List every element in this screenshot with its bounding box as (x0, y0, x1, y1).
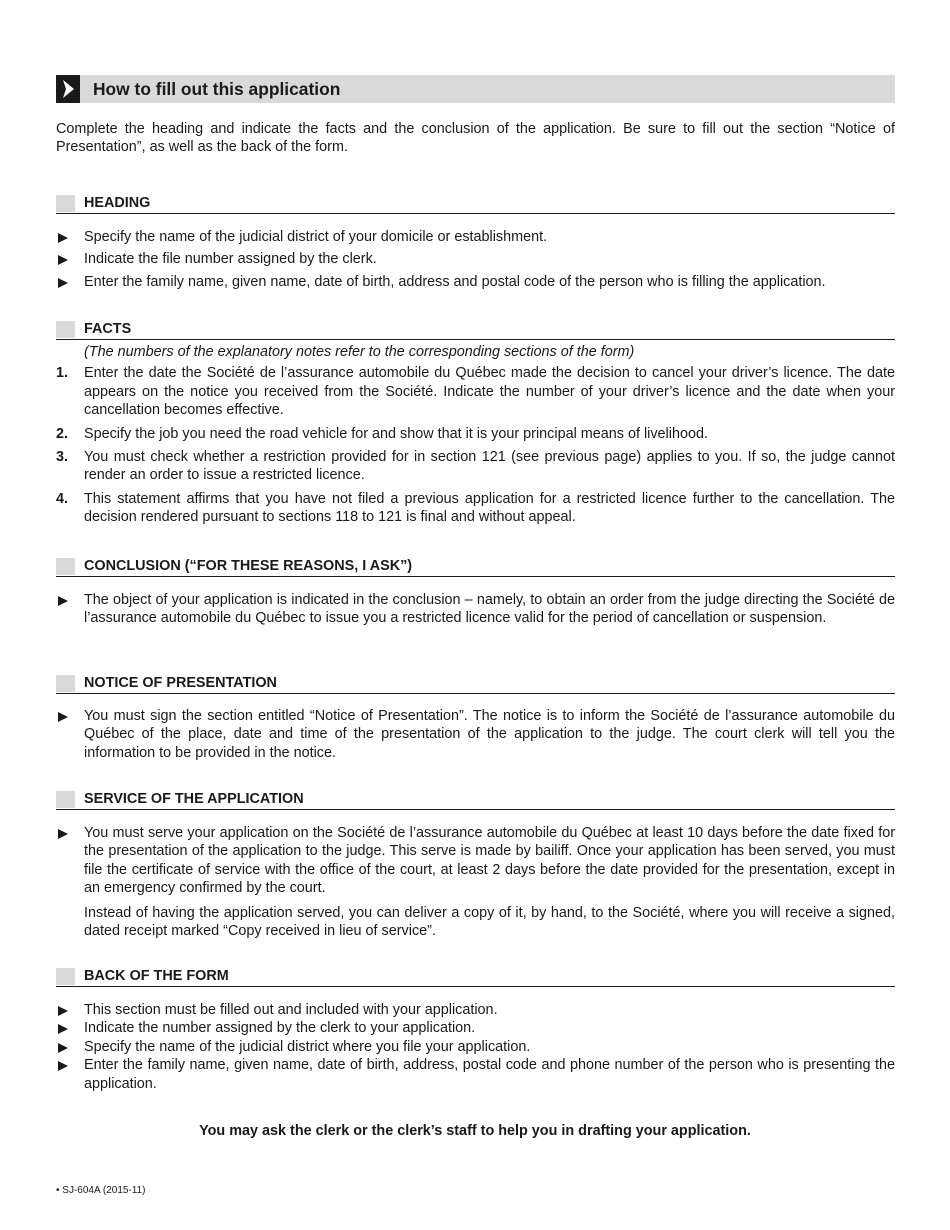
list-item: 2. Specify the job you need the road vehicle for and show that it is your principal means of livelihood. (56, 425, 708, 442)
section-heading (56, 193, 895, 291)
section-title: NOTICE OF PRESENTATION (84, 674, 277, 691)
section-title: FACTS (84, 320, 132, 337)
bullet-arrow-icon (58, 712, 68, 722)
section-marker-icon (56, 791, 75, 808)
section-notice (56, 673, 895, 762)
list-item: Indicate the number assigned by the clerk to your application. (56, 1019, 895, 1037)
numbered-list (56, 364, 895, 526)
bullet-list (56, 824, 895, 898)
form-code: • SJ-604A (2015-11) (56, 1185, 146, 1196)
section-marker-icon (56, 558, 75, 575)
section-title: CONCLUSION (“FOR THESE REASONS, I ASK”) (84, 557, 413, 574)
section-facts (56, 319, 895, 532)
list-item: 3. You must check whether a restriction provided for in section 121 (see previous page) applies to you. If so, the judge cannot render an order to issue a restricted licence. (56, 449, 895, 484)
list-item: You must sign the section entitled “Notice of Presentation”. The notice is to inform the Société de l’assurance automobile du Québec of the place, date and time of the presentation of the application to the judge. The court clerk will tell you the information to be provided in the notice. (56, 707, 895, 762)
bullet-list (56, 228, 895, 291)
bullet-list (56, 707, 895, 762)
list-item: Specify the name of the judicial district where you file your application. (56, 1038, 895, 1056)
bullet-arrow-icon (58, 1024, 68, 1034)
list-item: 4. This statement affirms that you have not filed a previous application for a restricted licence further to the cancellation. The decision rendered pursuant to sections 118 to 121 is final and without appeal. (56, 490, 895, 526)
bullet-arrow-icon (58, 1061, 68, 1071)
section-header (56, 673, 895, 694)
closing-note: You may ask the clerk or the clerk’s staff to help you in drafting your application. (199, 1123, 751, 1139)
list-item: You must serve your application on the Société de l’assurance automobile du Québec at least 10 days before the date fixed for the presentation of the application to the judge. This serve is made by bailiff. Once your application has been served, you must file the certificate of service with the office of the court, at least 2 days before the date provided for the presentation, except in an emergency confirmed by the court. (56, 824, 895, 898)
intro-paragraph: Complete the heading and indicate the facts and the conclusion of the application. Be sure to fill out the section “Notice of Presentation”, as well as the back of the form. (56, 121, 895, 156)
bullet-list (56, 591, 895, 628)
section-back (56, 966, 895, 1093)
section-marker-icon (56, 195, 75, 212)
section-header (56, 966, 895, 987)
bullet-arrow-icon (58, 255, 68, 265)
section-header (56, 556, 895, 577)
title-bar (56, 75, 895, 103)
page-title: How to fill out this application (93, 78, 341, 99)
bullet-arrow-icon (58, 596, 68, 606)
section-header (56, 193, 895, 214)
facts-note: (The numbers of the explanatory notes refer to the corresponding sections of the form) (84, 344, 635, 360)
list-item: This section must be filled out and included with your application. (56, 1001, 895, 1019)
bullet-list (56, 1001, 895, 1093)
service-extra-paragraph: Instead of having the application served, you can deliver a copy of it, by hand, to the Société, where you will receive a signed, dated receipt marked “Copy received in lieu of service”. (84, 904, 895, 940)
section-title: HEADING (84, 194, 151, 211)
list-item: Indicate the file number assigned by the clerk. (56, 250, 895, 268)
bullet-arrow-icon (58, 829, 68, 839)
section-header (56, 319, 895, 340)
section-conclusion (56, 556, 895, 628)
section-marker-icon (56, 675, 75, 692)
section-header (56, 789, 895, 810)
section-title: BACK OF THE FORM (84, 967, 229, 984)
bullet-arrow-icon (58, 278, 68, 288)
section-service (56, 789, 895, 940)
list-item: Enter the family name, given name, date of birth, address, postal code and phone number of the person who is presenting the application. (56, 1056, 895, 1093)
list-item: 1. Enter the date the Société de l’assurance automobile du Québec made the decision to cancel your driver’s licence. The date appears on the notice you received from the Société. Indicate the number of your driver’s licence and the date when your cancellation becomes effective. (56, 365, 895, 419)
list-item: The object of your application is indicated in the conclusion – namely, to obtain an order from the judge directing the Société de l’assurance automobile du Québec to issue you a restricted licence valid for the period of cancellation or suspension. (56, 591, 895, 628)
list-item: Enter the family name, given name, date of birth, address and postal code of the person who is filling the application. (56, 273, 895, 291)
bullet-arrow-icon (58, 233, 68, 243)
chevron-right-icon (56, 75, 80, 103)
section-marker-icon (56, 968, 75, 985)
section-marker-icon (56, 321, 75, 338)
list-item: Specify the name of the judicial district of your domicile or establishment. (56, 228, 895, 246)
section-title: SERVICE OF THE APPLICATION (84, 790, 304, 807)
bullet-arrow-icon (58, 1043, 68, 1053)
bullet-arrow-icon (58, 1006, 68, 1016)
